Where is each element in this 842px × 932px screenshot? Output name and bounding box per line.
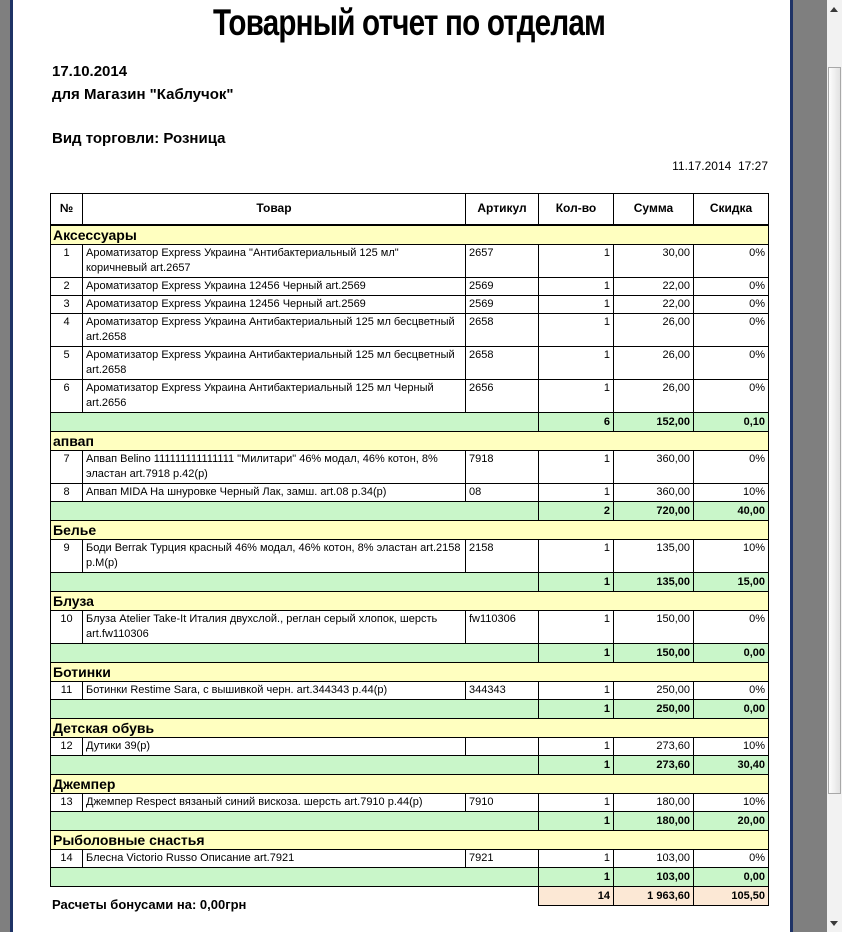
subtotal-discount: 0,00: [694, 867, 769, 886]
report-date: 17.10.2014: [52, 63, 128, 80]
subtotal-qty: 1: [539, 699, 614, 718]
report-page: [13, 0, 790, 932]
table-header-row: [51, 194, 769, 225]
subtotal-discount: 15,00: [694, 572, 769, 591]
cell-product: Ароматизатор Express Украина 12456 Черный art.2569: [83, 277, 466, 295]
cell-article: 2158: [466, 539, 539, 572]
vertical-scrollbar[interactable]: [827, 0, 842, 932]
desktop-gutter-right: [793, 0, 827, 932]
bonus-note: Расчеты бонусами на: 0,00грн: [52, 897, 247, 912]
scroll-down-button[interactable]: [827, 915, 842, 932]
subtotal-sum: 103,00: [614, 867, 694, 886]
section-name: Рыболовные снастья: [51, 830, 769, 849]
column-header-0: №: [51, 194, 83, 225]
cell-num: 7: [51, 450, 83, 483]
cell-product: Апвап Belino 111111111111111 "Милитари" 46% модал, 46% котон, 8% эластан art.7918 р.42(р): [83, 450, 466, 483]
cell-article: 2658: [466, 346, 539, 379]
cell-sum: 250,00: [614, 681, 694, 699]
subtotal-qty: 6: [539, 412, 614, 431]
cell-sum: 360,00: [614, 450, 694, 483]
cell-sum: 360,00: [614, 483, 694, 501]
cell-qty: 1: [539, 539, 614, 572]
section-header-row: [51, 662, 769, 681]
cell-article: 2656: [466, 379, 539, 412]
section-name: Джемпер: [51, 774, 769, 793]
subtotal-discount: 20,00: [694, 811, 769, 830]
report-table: [50, 193, 769, 906]
cell-article: 08: [466, 483, 539, 501]
cell-qty: 1: [539, 346, 614, 379]
subtotal-row: [51, 412, 769, 431]
subtotal-discount: 30,40: [694, 755, 769, 774]
cell-num: 5: [51, 346, 83, 379]
cell-num: 10: [51, 610, 83, 643]
scroll-down-arrow-icon: [830, 921, 838, 926]
subtotal-spacer: [51, 412, 539, 431]
subtotal-discount: 0,00: [694, 699, 769, 718]
cell-product: Ботинки Restime Sara, с вышивкой черн. art.344343 р.44(р): [83, 681, 466, 699]
column-header-1: Товар: [83, 194, 466, 225]
subtotal-row: [51, 867, 769, 886]
cell-num: 9: [51, 539, 83, 572]
cell-discount: 0%: [694, 313, 769, 346]
product-row: [51, 295, 769, 313]
product-row: [51, 244, 769, 277]
cell-sum: 103,00: [614, 849, 694, 867]
cell-qty: 1: [539, 450, 614, 483]
subtotal-row: [51, 501, 769, 520]
product-row: [51, 849, 769, 867]
cell-discount: 0%: [694, 295, 769, 313]
cell-num: 1: [51, 244, 83, 277]
cell-qty: 1: [539, 244, 614, 277]
desktop-gutter-left: [0, 0, 10, 932]
subtotal-qty: 1: [539, 811, 614, 830]
section-header-row: [51, 591, 769, 610]
page-title: Товарный отчет по отделам: [212, 2, 606, 43]
product-row: [51, 346, 769, 379]
cell-article: fw110306: [466, 610, 539, 643]
cell-qty: 1: [539, 793, 614, 811]
subtotal-spacer: [51, 867, 539, 886]
subtotal-sum: 273,60: [614, 755, 694, 774]
subtotal-row: [51, 643, 769, 662]
section-header-row: [51, 718, 769, 737]
cell-qty: 1: [539, 737, 614, 755]
cell-sum: 180,00: [614, 793, 694, 811]
cell-article: 7918: [466, 450, 539, 483]
scroll-up-button[interactable]: [827, 0, 842, 17]
cell-qty: 1: [539, 483, 614, 501]
section-name: Блуза: [51, 591, 769, 610]
print-timestamp: 11.17.2014 17:27: [672, 159, 768, 173]
cell-product: Блесна Victorio Russo Описание art.7921: [83, 849, 466, 867]
subtotal-row: [51, 811, 769, 830]
cell-discount: 10%: [694, 737, 769, 755]
cell-sum: 135,00: [614, 539, 694, 572]
cell-sum: 22,00: [614, 295, 694, 313]
grand-total-sum: 1 963,60: [614, 886, 694, 905]
subtotal-row: [51, 572, 769, 591]
product-row: [51, 277, 769, 295]
cell-discount: 0%: [694, 277, 769, 295]
cell-product: Ароматизатор Express Украина Антибактериальный 125 мл Черный art.2656: [83, 379, 466, 412]
section-header-row: [51, 520, 769, 539]
cell-discount: 0%: [694, 346, 769, 379]
subtotal-spacer: [51, 501, 539, 520]
cell-qty: 1: [539, 295, 614, 313]
cell-qty: 1: [539, 379, 614, 412]
report-client: для Магазин "Каблучок": [52, 86, 234, 103]
grand-total-discount: 105,50: [694, 886, 769, 905]
cell-discount: 0%: [694, 610, 769, 643]
section-name: апвап: [51, 431, 769, 450]
product-row: [51, 539, 769, 572]
subtotal-sum: 135,00: [614, 572, 694, 591]
subtotal-sum: 152,00: [614, 412, 694, 431]
cell-article: 2657: [466, 244, 539, 277]
cell-num: 11: [51, 681, 83, 699]
product-row: [51, 610, 769, 643]
cell-num: 6: [51, 379, 83, 412]
cell-article: 2569: [466, 295, 539, 313]
cell-discount: 10%: [694, 539, 769, 572]
section-name: Детская обувь: [51, 718, 769, 737]
subtotal-sum: 150,00: [614, 643, 694, 662]
product-row: [51, 450, 769, 483]
cell-sum: 26,00: [614, 346, 694, 379]
column-header-5: Скидка: [694, 194, 769, 225]
section-name: Аксессуары: [51, 225, 769, 245]
cell-product: Ароматизатор Express Украина 12456 Черный art.2569: [83, 295, 466, 313]
report-trade-type: Вид торговли: Розница: [52, 130, 226, 147]
subtotal-discount: 0,00: [694, 643, 769, 662]
cell-sum: 26,00: [614, 313, 694, 346]
cell-qty: 1: [539, 681, 614, 699]
cell-article: 344343: [466, 681, 539, 699]
product-row: [51, 737, 769, 755]
cell-num: 3: [51, 295, 83, 313]
cell-product: Ароматизатор Express Украина Антибактериальный 125 мл бесцветный art.2658: [83, 346, 466, 379]
product-row: [51, 681, 769, 699]
product-row: [51, 793, 769, 811]
subtotal-qty: 2: [539, 501, 614, 520]
column-header-3: Кол-во: [539, 194, 614, 225]
cell-article: 7910: [466, 793, 539, 811]
cell-qty: 1: [539, 849, 614, 867]
product-row: [51, 379, 769, 412]
scroll-up-arrow-icon: [830, 7, 838, 12]
subtotal-qty: 1: [539, 572, 614, 591]
subtotal-spacer: [51, 643, 539, 662]
cell-discount: 0%: [694, 379, 769, 412]
column-header-4: Сумма: [614, 194, 694, 225]
cell-discount: 10%: [694, 483, 769, 501]
section-header-row: [51, 225, 769, 245]
cell-discount: 0%: [694, 849, 769, 867]
cell-article: [466, 737, 539, 755]
cell-discount: 0%: [694, 450, 769, 483]
subtotal-row: [51, 699, 769, 718]
subtotal-sum: 250,00: [614, 699, 694, 718]
cell-product: Джемпер Respect вязаный синий вискоза. шерсть art.7910 р.44(р): [83, 793, 466, 811]
section-header-row: [51, 830, 769, 849]
subtotal-row: [51, 755, 769, 774]
cell-sum: 273,60: [614, 737, 694, 755]
cell-product: Блуза Atelier Take-It Италия двухслой., реглан серый хлопок, шерсть art.fw110306: [83, 610, 466, 643]
subtotal-discount: 40,00: [694, 501, 769, 520]
cell-num: 2: [51, 277, 83, 295]
subtotal-spacer: [51, 755, 539, 774]
cell-num: 4: [51, 313, 83, 346]
product-row: [51, 313, 769, 346]
grand-total-qty: 14: [539, 886, 614, 905]
cell-num: 12: [51, 737, 83, 755]
section-header-row: [51, 431, 769, 450]
subtotal-qty: 1: [539, 643, 614, 662]
section-name: Ботинки: [51, 662, 769, 681]
cell-discount: 0%: [694, 681, 769, 699]
cell-article: 2569: [466, 277, 539, 295]
cell-discount: 0%: [694, 244, 769, 277]
section-name: Белье: [51, 520, 769, 539]
section-header-row: [51, 774, 769, 793]
cell-discount: 10%: [694, 793, 769, 811]
cell-article: 7921: [466, 849, 539, 867]
subtotal-discount: 0,10: [694, 412, 769, 431]
cell-product: Боди Berrak Турция красный 46% модал, 46% котон, 8% эластан art.2158 р.М(р): [83, 539, 466, 572]
subtotal-qty: 1: [539, 755, 614, 774]
scrollbar-thumb[interactable]: [828, 67, 841, 794]
subtotal-sum: 720,00: [614, 501, 694, 520]
cell-qty: 1: [539, 277, 614, 295]
cell-product: Ароматизатор Express Украина "Антибактериальный 125 мл" коричневый art.2657: [83, 244, 466, 277]
subtotal-sum: 180,00: [614, 811, 694, 830]
subtotal-spacer: [51, 811, 539, 830]
cell-product: Ароматизатор Express Украина Антибактериальный 125 мл бесцветный art.2658: [83, 313, 466, 346]
cell-product: Апвап MIDA На шнуровке Черный Лак, замш. art.08 р.34(р): [83, 483, 466, 501]
cell-num: 14: [51, 849, 83, 867]
subtotal-spacer: [51, 699, 539, 718]
cell-sum: 22,00: [614, 277, 694, 295]
product-row: [51, 483, 769, 501]
cell-sum: 30,00: [614, 244, 694, 277]
cell-num: 13: [51, 793, 83, 811]
cell-qty: 1: [539, 313, 614, 346]
subtotal-spacer: [51, 572, 539, 591]
cell-sum: 150,00: [614, 610, 694, 643]
cell-sum: 26,00: [614, 379, 694, 412]
column-header-2: Артикул: [466, 194, 539, 225]
cell-article: 2658: [466, 313, 539, 346]
cell-qty: 1: [539, 610, 614, 643]
cell-num: 8: [51, 483, 83, 501]
cell-product: Дутики 39(р): [83, 737, 466, 755]
subtotal-qty: 1: [539, 867, 614, 886]
